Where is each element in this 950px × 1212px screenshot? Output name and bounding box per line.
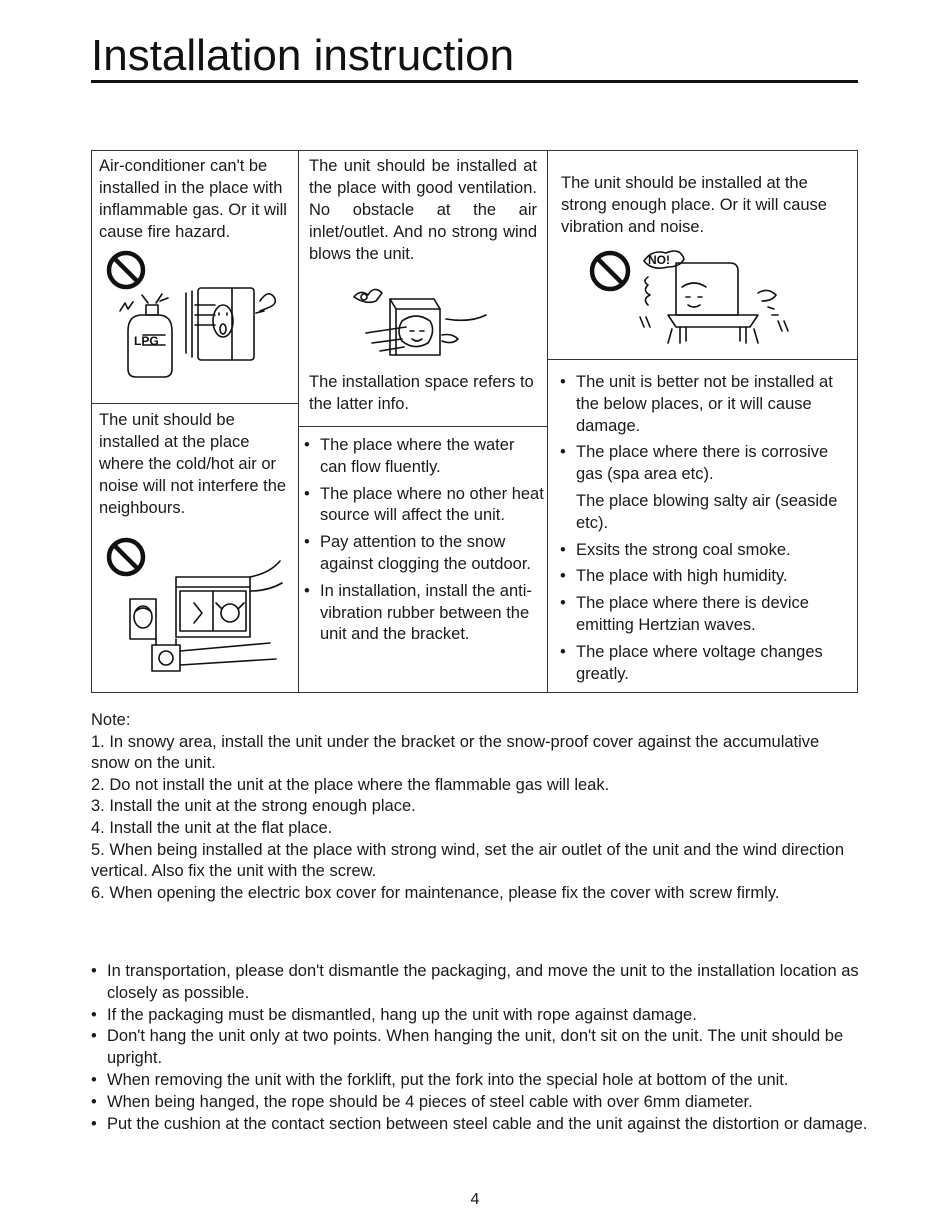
- list-item: The place blowing salty air (seaside etc).: [576, 491, 838, 532]
- title-rule: [91, 80, 858, 83]
- vibrating-unit-illustration: [582, 241, 792, 349]
- list-item: • The place where no other heat source will affect the unit.: [301, 484, 545, 528]
- lpg-label: LPG: [134, 334, 159, 348]
- notes-section: [91, 710, 861, 904]
- list-item: • When removing the unit with the forklift, put the fork into the special hole at bottom of the unit.: [88, 1070, 868, 1092]
- installation-grid: [91, 150, 858, 693]
- cell-strong-text: The unit should be installed at the strong enough place. Or it will cause vibration and noise.: [561, 174, 827, 236]
- note-item: 2. Do not install the unit at the place where the flammable gas will leak.: [91, 775, 610, 794]
- list-item: • Put the cushion at the contact section between steel cable and the unit against the distortion or damage.: [88, 1114, 868, 1136]
- note-item: 6. When opening the electric box cover for maintenance, please fix the cover with screw firmly.: [91, 883, 780, 902]
- middle-bullet-list: [301, 435, 545, 646]
- list-item: • Don't hang the unit only at two points. When hanging the unit, don't sit on the unit. The unit should be upright.: [88, 1026, 868, 1070]
- grid-divider: [548, 359, 857, 360]
- list-item: • The place where there is device emitting Hertzian waves.: [557, 593, 849, 637]
- grid-divider: [299, 426, 548, 427]
- list-item: • The place where there is corrosive gas (spa area etc).: [557, 442, 849, 486]
- cell-neighbours-text: The unit should be installed at the place where the cold/hot air or noise will not interfere the neighbours.: [99, 411, 287, 517]
- page-number: 4: [470, 1191, 480, 1208]
- grid-divider: [298, 151, 299, 692]
- note-item: 1. In snowy area, install the unit under the bracket or the snow-proof cover against the accumulative snow on the unit.: [91, 732, 820, 773]
- note-item: 5. When being installed at the place with strong wind, set the air outlet of the unit and the wind direction vertical. Also fix the unit with the screw.: [91, 840, 845, 881]
- right-bullet-list: [557, 372, 849, 685]
- list-item: • When being hanged, the rope should be 4 pieces of steel cable with over 6mm diameter.: [88, 1092, 868, 1114]
- wind-blowing-unit-illustration: [350, 283, 490, 365]
- list-item: • The unit is better not be installed at the below places, or it will cause damage.: [557, 372, 849, 437]
- prohibition-icon: [592, 253, 628, 289]
- list-item: • In transportation, please don't dismantle the packaging, and move the unit to the installation location as closely as possible.: [88, 961, 868, 1005]
- cell-gas-text: Air-conditioner can't be installed in the place with inflammable gas. Or it will cause fire hazard.: [99, 157, 287, 241]
- note-item: 4. Install the unit at the flat place.: [91, 818, 333, 837]
- list-item: • In installation, install the anti-vibration rubber between the unit and the bracket.: [301, 581, 545, 646]
- list-item: • If the packaging must be dismantled, hang up the unit with rope against damage.: [88, 1005, 868, 1027]
- transport-bullet-list: [88, 961, 868, 1135]
- list-item: • The place where voltage changes greatly.: [557, 642, 849, 686]
- list-item: • The place where the water can flow fluently.: [301, 435, 545, 479]
- list-item: • Pay attention to the snow against clogging the outdoor.: [301, 532, 545, 576]
- no-shout-label: NO!: [648, 253, 670, 267]
- grid-divider: [547, 151, 548, 692]
- cell-space-text: The installation space refers to the latter info.: [309, 373, 534, 413]
- page-title: Installation instruction: [91, 31, 515, 80]
- prohibition-icon: [109, 253, 143, 287]
- prohibition-icon: [109, 540, 143, 574]
- list-item: • The place with high humidity.: [557, 566, 849, 588]
- notes-heading: Note:: [91, 711, 131, 729]
- note-item: 3. Install the unit at the strong enough place.: [91, 797, 416, 816]
- list-item: • Exsits the strong coal smoke.: [557, 540, 849, 562]
- grid-divider: [92, 403, 299, 404]
- cell-ventilation-text: The unit should be installed at the place with good ventilation. No obstacle at the air inlet/outlet. And no strong wind blows the unit.: [309, 157, 537, 263]
- neighbours-window-illustration: [100, 531, 285, 681]
- lpg-cylinder-illustration: [100, 243, 285, 383]
